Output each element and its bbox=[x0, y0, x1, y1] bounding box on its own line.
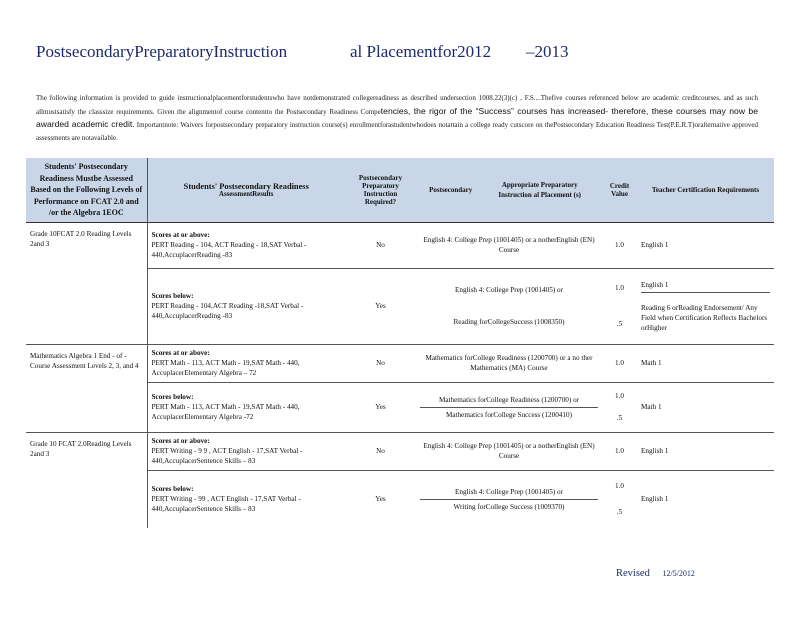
scores-cell bbox=[147, 382, 345, 432]
criteria-cell: Mathematics Algebra 1 End - of - Course Assessment Levels 2, 3, and 4 bbox=[26, 344, 147, 432]
credit-value: .5 bbox=[616, 320, 623, 328]
teacher-cell: Math 1 bbox=[637, 344, 774, 382]
title-part-2: al Placementfor2012 bbox=[350, 42, 492, 61]
table-row bbox=[26, 222, 774, 268]
scores-text: PERT Reading - 104,ACT Reading -18,SAT Verbal - 440,AccuplacerReading -83 bbox=[151, 302, 304, 320]
header-instruction-main: Appropriate Preparatory Instruction al Placement (s) bbox=[498, 180, 582, 199]
credit-value: .5 bbox=[616, 414, 623, 422]
teacher-cell: English 1 bbox=[641, 241, 669, 249]
criteria-cell: Grade 10FCAT 2.0 Reading Levels 2and 3 bbox=[26, 222, 147, 344]
placement-line: English 4: College Prep (1001405) or bbox=[455, 286, 563, 294]
scores-label: Scores below: bbox=[151, 292, 194, 300]
revised-note bbox=[616, 568, 695, 579]
placement-line: Mathematics forCollege Success (1200410) bbox=[446, 410, 572, 419]
header-instruction bbox=[416, 158, 602, 222]
scores-text: PERT Math - 113, ACT Math - 19,SAT Math - 440, AccuplacerElementary Algebra -72 bbox=[151, 403, 300, 421]
scores-text: PERT Reading - 104, ACT Reading - 18,SAT Verbal - 440,AccuplacerReading -83 bbox=[151, 241, 307, 259]
teacher-line: Reading 6 orReading Endorsement/ Any Field when Certification Reflects Bachelors orHigher bbox=[641, 303, 768, 332]
scores-cell bbox=[147, 222, 345, 268]
header-assessment-title: Students' Postsecondary Readiness bbox=[183, 181, 309, 191]
credit-cell: 1.0 bbox=[602, 432, 637, 470]
placement-line: English 4: College Prep (1001405) or bbox=[420, 487, 598, 500]
teacher-cell: English 1 bbox=[637, 432, 774, 470]
scores-cell bbox=[147, 344, 345, 382]
teacher-cell: English 1 bbox=[637, 470, 774, 528]
criteria-cell: Grade 10 FCAT 2.0Reading Levels 2and 3 bbox=[26, 432, 147, 528]
intro-paragraph bbox=[36, 92, 758, 144]
credit-value: 1.0 bbox=[615, 482, 624, 491]
title-part-1: PostsecondaryPreparatoryInstruction bbox=[36, 42, 288, 61]
scores-text: PERT Writing - 99 , ACT English - 17,SAT Verbal - 440,AccuplacerSentence Skills – 83 bbox=[151, 495, 301, 514]
placement-line: Mathematics forCollege Readiness (1200700) or bbox=[420, 395, 598, 408]
credit-value: 1.0 bbox=[615, 392, 624, 400]
intro-text-1: The following information is provided to guide instructionalplacementforstudentswho have notdemonstrated collegereadiness as described undersection 1008.22(3)(c) , F.S....Thefive courses referenced below are academic creditcourses, and as such allmustsatisfy the classsize requirements. Given the alignmentof course contentto the Postsecondary Readiness Compe bbox=[36, 94, 758, 116]
placement-cell: English 4: College Prep (1001405) or a notherEnglish (EN) Course bbox=[423, 236, 595, 254]
revised-date: 12/5/2012 bbox=[662, 569, 695, 578]
placement-cell: English 4: College Prep (1001405) or a notherEnglish (EN) Course bbox=[416, 432, 602, 470]
table-row bbox=[26, 344, 774, 382]
credit-cell bbox=[602, 470, 637, 528]
placement-line: Reading forCollegeSuccess (1008350) bbox=[453, 318, 565, 326]
required-cell: No bbox=[345, 344, 416, 382]
header-credit: Credit Value bbox=[602, 158, 637, 222]
document-title bbox=[36, 42, 569, 62]
credit-cell: 1.0 bbox=[602, 344, 637, 382]
table-row bbox=[26, 432, 774, 470]
credit-cell bbox=[602, 268, 637, 344]
credit-value: .5 bbox=[616, 508, 623, 517]
scores-label: Scores at or above: bbox=[151, 349, 210, 357]
placement-table bbox=[26, 158, 774, 528]
scores-text: PERT Writing - 9 9 , ACT English - 17,SAT Verbal - 440,AccuplacerSentence Skills – 83 bbox=[151, 447, 303, 465]
placement-cell bbox=[416, 382, 602, 432]
scores-text: PERT Math - 113, ACT Math - 19,SAT Math - 440, AccuplacerElementary Algebra – 72 bbox=[151, 359, 300, 377]
placement-cell bbox=[416, 268, 602, 344]
header-required: Postsecondary Preparatory Instruction Required? bbox=[345, 158, 416, 222]
required-cell: No bbox=[345, 432, 416, 470]
required-cell: No bbox=[376, 241, 385, 249]
header-instruction-pre: Postsecondary bbox=[429, 185, 473, 194]
teacher-line: English 1 bbox=[641, 280, 770, 293]
scores-label: Scores below: bbox=[151, 393, 194, 401]
scores-cell bbox=[147, 268, 345, 344]
header-assessment bbox=[147, 158, 345, 222]
scores-cell bbox=[147, 432, 345, 470]
required-cell: Yes bbox=[345, 382, 416, 432]
scores-label: Scores at or above: bbox=[151, 437, 210, 445]
header-assessment-sub: AssessmentResults bbox=[219, 190, 274, 198]
required-cell: Yes bbox=[345, 268, 416, 344]
credit-cell bbox=[602, 382, 637, 432]
credit-cell: 1.0 bbox=[615, 241, 624, 249]
placement-line: Writing forCollege Success (1009370) bbox=[453, 502, 565, 511]
scores-cell bbox=[147, 470, 345, 528]
intro-text-emphasis: tencies, the rigor of the “Success” courses has increased- therefore, these courses may now be awarded academic credit. bbox=[36, 105, 758, 129]
header-instruction-inner bbox=[420, 178, 598, 202]
credit-value: 1.0 bbox=[615, 284, 624, 292]
title-part-3: –2013 bbox=[526, 42, 569, 61]
teacher-cell bbox=[637, 268, 774, 344]
placement-cell bbox=[416, 470, 602, 528]
header-criteria: Students' Postsecondary Readiness Mustbe Assessed Based on the Following Levels of Performance on FCAT 2.0 and /or the Algebra 1EOC bbox=[26, 158, 147, 222]
revised-label: Revised bbox=[616, 568, 650, 579]
header-teacher: Teacher Certification Requirements bbox=[637, 158, 774, 222]
placement-cell: Mathematics forCollege Readiness (1200700) or a no ther Mathematics (MA) Course bbox=[416, 344, 602, 382]
required-cell: Yes bbox=[345, 470, 416, 528]
scores-label: Scores below: bbox=[151, 485, 194, 494]
scores-label: Scores at or above: bbox=[151, 231, 210, 239]
teacher-cell: Math 1 bbox=[637, 382, 774, 432]
table-header-row bbox=[26, 158, 774, 222]
intro-text-2: Importantnote: Waivers forpostsecondary preparatory instruction course(s) enrollmentforastudentwhodoes notattain a college ready cutscore on thePostsecondary Education Readiness Test(P.E.R.T)oralternative approved assessments are notavailable. bbox=[36, 121, 759, 142]
